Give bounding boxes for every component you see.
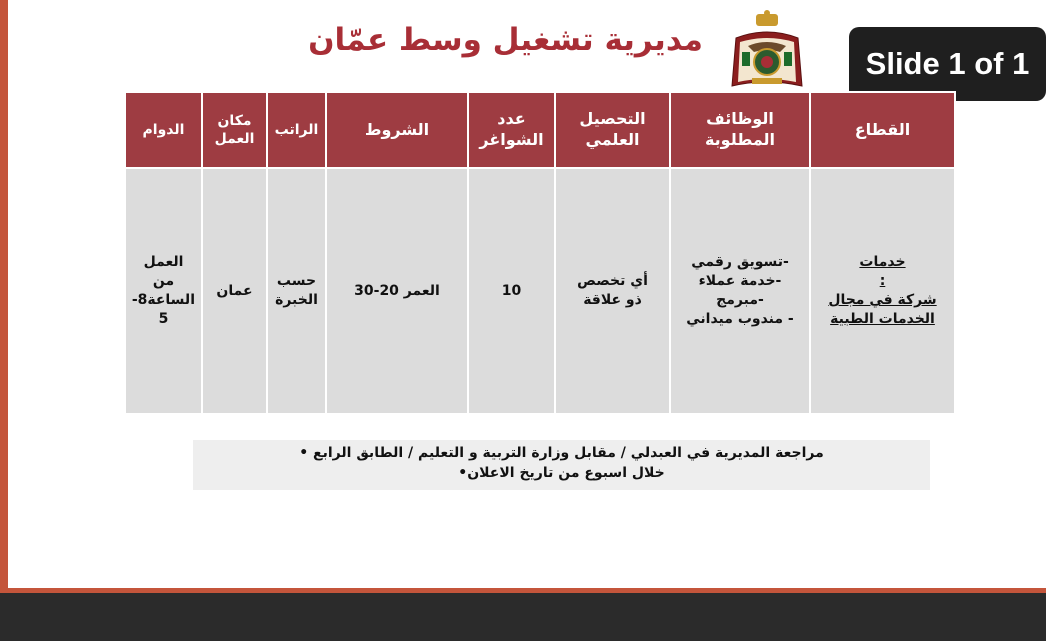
salary-line: حسب xyxy=(276,273,317,290)
sector-line: خدمات xyxy=(859,254,906,271)
footer-note xyxy=(193,440,930,490)
cell-salary xyxy=(267,168,326,414)
footer-line: خلال اسبوع من تاريخ الاعلان• xyxy=(458,464,665,481)
cell-sector xyxy=(810,168,955,414)
header-hours: الدوام xyxy=(125,92,202,168)
header-sector: القطاع xyxy=(810,92,955,168)
footer-line: مراجعة المديرية في العبدلي / مقابل وزارة التربية و التعليم / الطابق الرابع • xyxy=(299,445,824,461)
cell-jobs xyxy=(670,168,810,414)
jordan-coat-of-arms-icon xyxy=(726,8,808,92)
sector-line: : xyxy=(879,273,886,290)
header-conditions: الشروط xyxy=(326,92,468,168)
header-education: التحصيل العلمي xyxy=(555,92,670,168)
slide-counter: Slide 1 of 1 xyxy=(849,27,1046,101)
sector-line: شركة في مجال xyxy=(828,292,937,308)
page-title: مديرية تشغيل وسط عمّان xyxy=(308,22,703,58)
education-line: أي تخصص xyxy=(577,273,648,290)
job-item: -خدمة عملاء xyxy=(698,273,782,290)
header-jobs: الوظائف المطلوبة xyxy=(670,92,810,168)
cell-location: عمان xyxy=(202,168,267,414)
job-item: - مندوب ميداني xyxy=(686,310,794,327)
header-vacancies: عدد الشواغر xyxy=(468,92,555,168)
table-header-row xyxy=(125,92,955,168)
cell-conditions: العمر 20-30 xyxy=(326,168,468,414)
jobs-table xyxy=(124,91,956,415)
hours-line: الساعة8-5 xyxy=(131,292,195,327)
cell-education xyxy=(555,168,670,414)
header-salary: الراتب xyxy=(267,92,326,168)
salary-line: الخبرة xyxy=(275,292,318,308)
table-row xyxy=(125,168,955,414)
job-item: -تسويق رقمي xyxy=(691,254,789,271)
header-location: مكان العمل xyxy=(202,92,267,168)
hours-line: العمل من xyxy=(143,254,184,290)
job-item: -مبرمج xyxy=(716,292,764,308)
cell-hours xyxy=(125,168,202,414)
cell-vacancies: 10 xyxy=(468,168,555,414)
education-line: ذو علاقة xyxy=(583,292,642,308)
sector-line: الخدمات الطبية xyxy=(830,310,935,327)
bottom-bar xyxy=(0,593,1046,641)
